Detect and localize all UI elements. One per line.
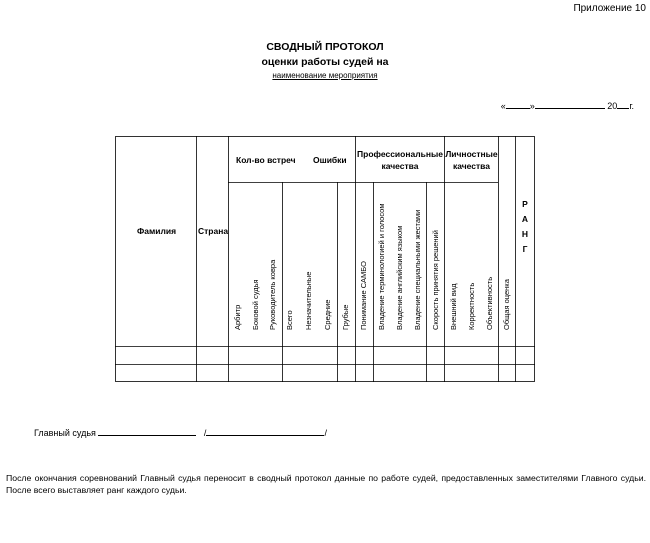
date-open-quote: « (500, 101, 506, 111)
country-header: Страна (198, 226, 229, 236)
document-subtitle: оценки работы судей на (261, 56, 389, 68)
signature-slash: / (203, 428, 207, 438)
year-suffix: г. (629, 101, 634, 111)
personal-header: Личностные качества (445, 149, 498, 171)
rank-header (519, 197, 531, 257)
instruction-note: После окончания соревнований Главный судья переносит в сводный протокол данные по работе судей, предоставленных заместителями Главного судьи. После всего выставляет ранг каждого судьи. (6, 473, 646, 495)
chief-judge-label: Главный судья (34, 428, 96, 438)
document-title: СВОДНЫЙ ПРОТОКОЛ (266, 41, 384, 53)
date-close-quote: » (529, 101, 535, 111)
signature-slash-end: / (324, 428, 327, 438)
rank-letter: Р (522, 199, 528, 209)
rank-letter: Г (522, 244, 528, 254)
rank-letter: А (521, 214, 529, 224)
chief-judge-signature (34, 425, 327, 438)
professional-header: Профессиональные качества (357, 149, 443, 171)
name-blank (203, 425, 324, 438)
table-border (116, 137, 535, 382)
errors-header: Ошибки (313, 155, 347, 165)
meetings-header: Кол-во встреч (236, 155, 296, 165)
appendix-label: Приложение 10 (573, 3, 646, 14)
surname-header: Фамилия (137, 226, 177, 236)
signature-blank (98, 425, 196, 436)
event-name-text: наименование мероприятия (272, 71, 378, 80)
rank-letter: Н (521, 229, 529, 239)
year-prefix: 20 (607, 101, 618, 111)
